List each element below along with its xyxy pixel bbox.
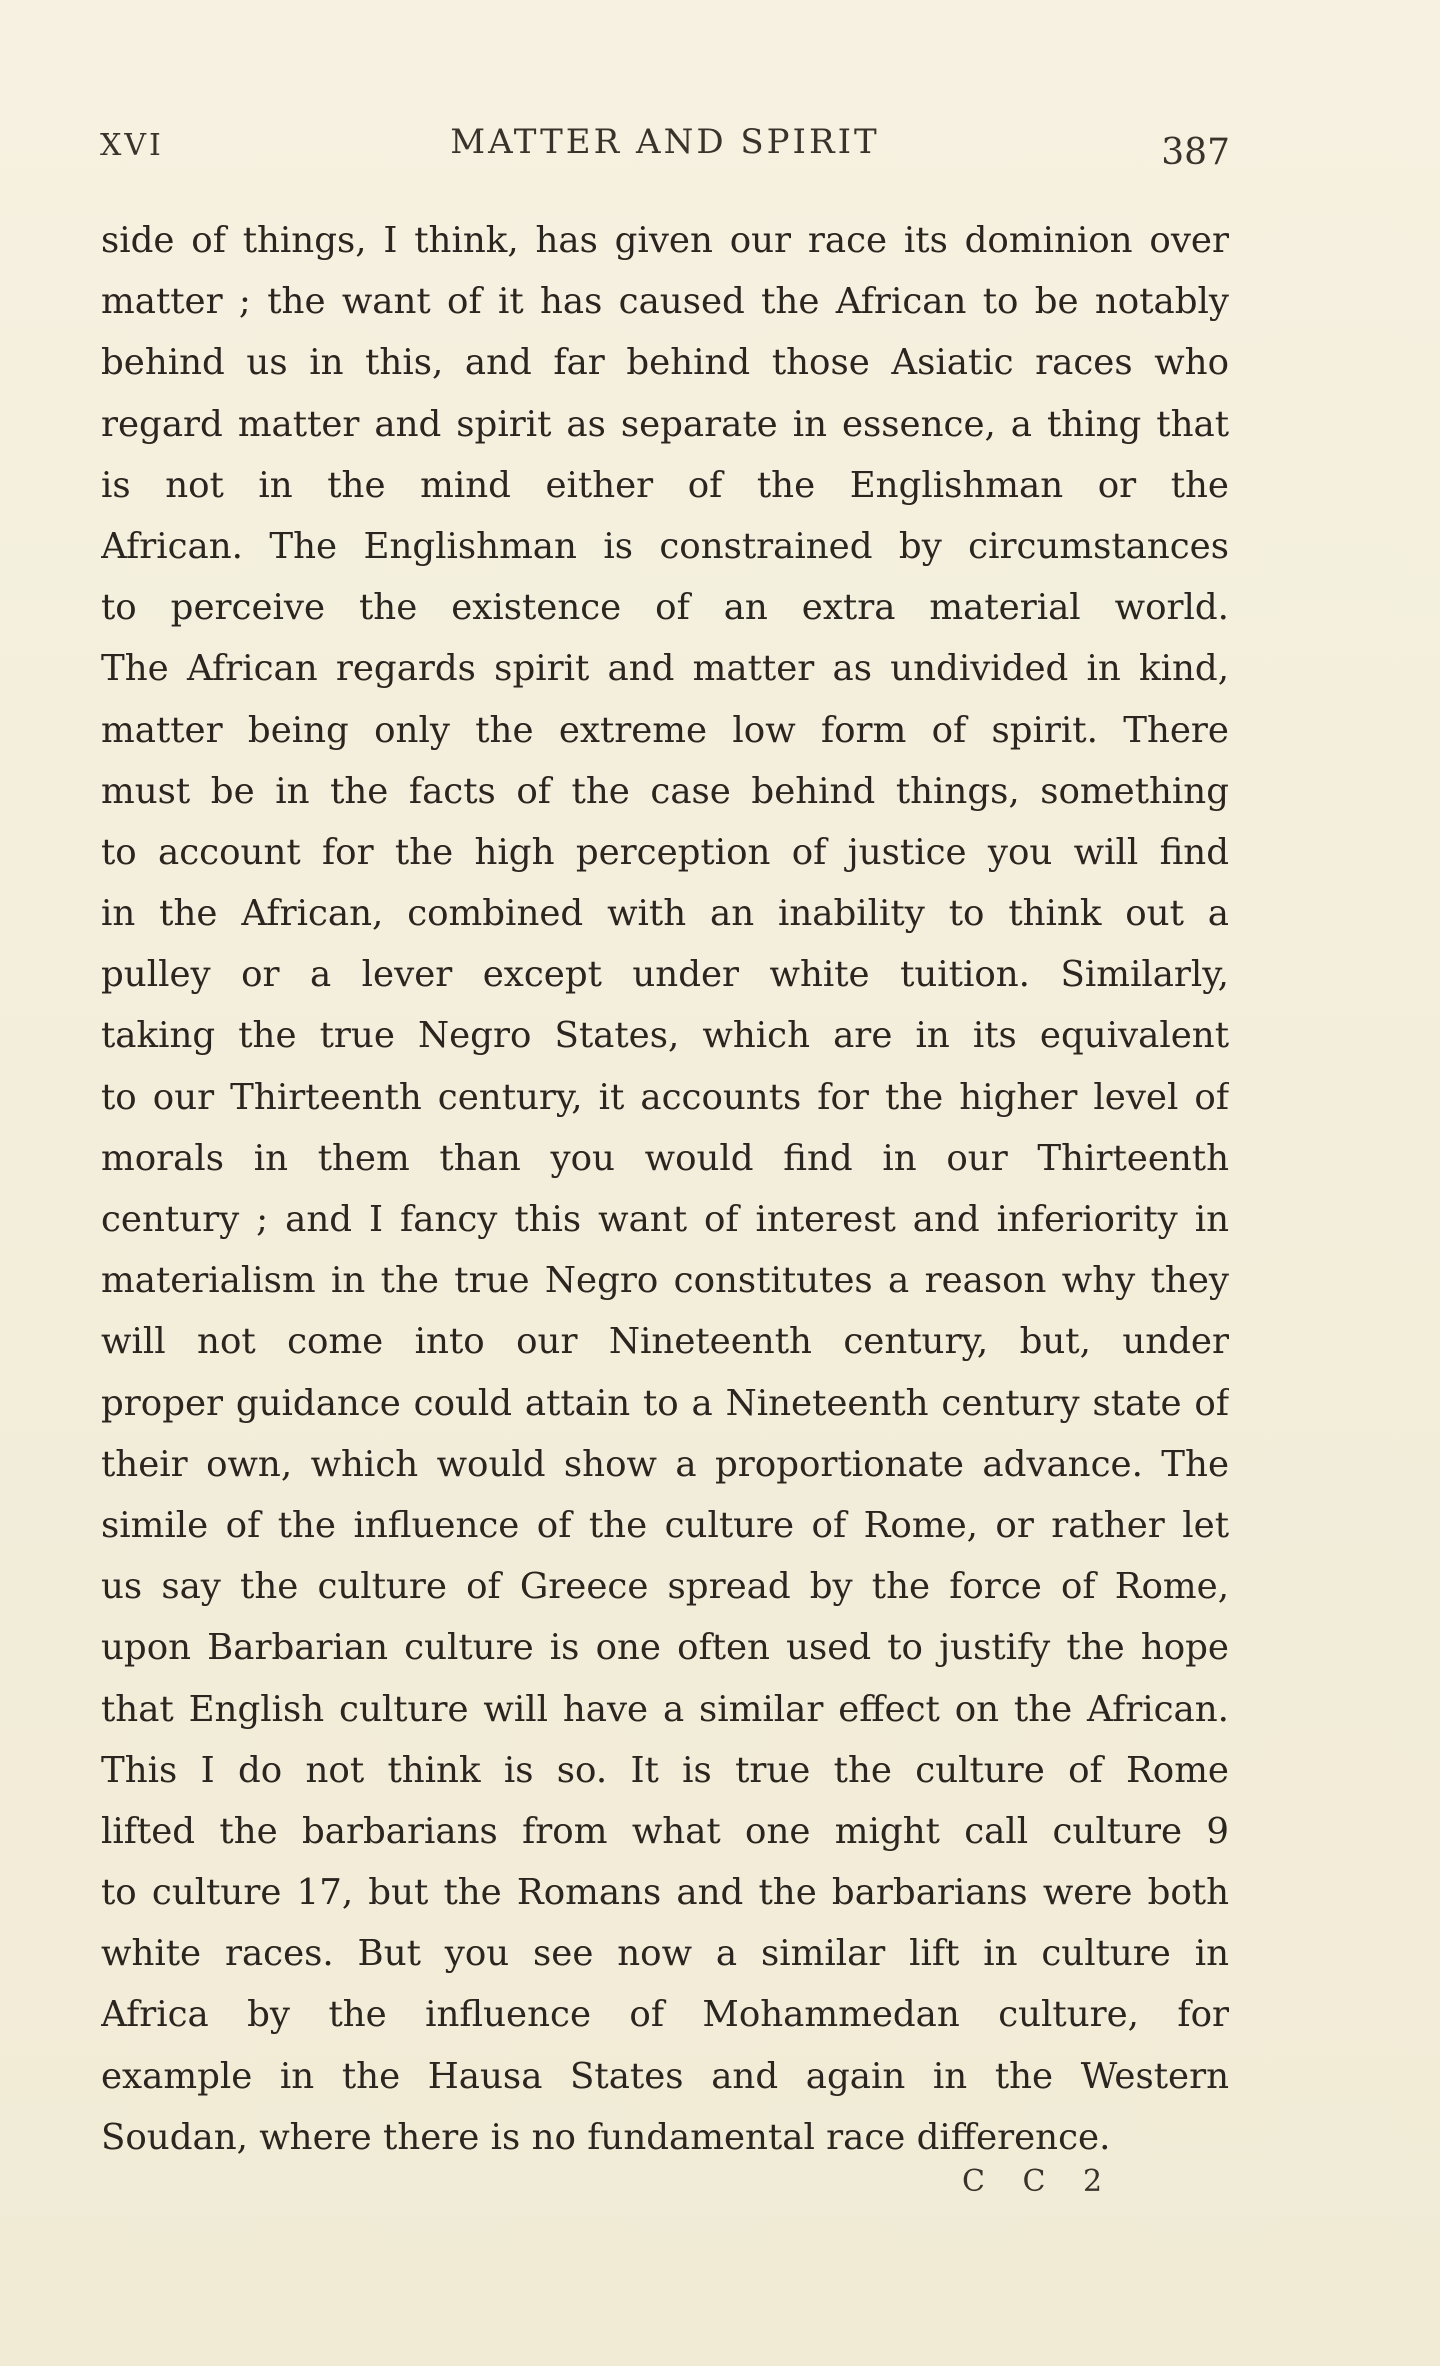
running-head xyxy=(100,122,1230,172)
text-line: lifted the barbarians from what one might call culture 9 xyxy=(101,1810,1229,1852)
text-line: Soudan, where there is no fundamental race difference. xyxy=(101,2116,1111,2158)
body-text xyxy=(101,210,1229,2168)
text-line: regard matter and spirit as separate in essence, a thing that xyxy=(101,403,1229,445)
text-line: morals in them than you would find in our Thirteenth xyxy=(101,1137,1229,1179)
text-line: to account for the high perception of justice you will find xyxy=(101,831,1229,873)
text-line: to perceive the existence of an extra material world. xyxy=(101,587,1229,629)
text-line: matter ; the want of it has caused the African to be notably xyxy=(101,281,1229,323)
signature-mark: C C 2 xyxy=(962,2164,1117,2199)
text-line: simile of the influence of the culture of Rome, or rather let xyxy=(101,1504,1229,1546)
chapter-numeral: XVI xyxy=(100,128,164,163)
text-line: taking the true Negro States, which are in its equivalent xyxy=(101,1015,1229,1057)
text-line: Africa by the influence of Mohammedan culture, for xyxy=(101,1994,1229,2036)
text-line: behind us in this, and far behind those Asiatic races who xyxy=(101,342,1229,384)
text-line: is not in the mind either of the Englishman or the xyxy=(101,464,1229,506)
text-line: materialism in the true Negro constitutes a reason why they xyxy=(101,1260,1229,1302)
text-line: must be in the facts of the case behind things, something xyxy=(101,770,1229,812)
text-line: This I do not think is so. It is true the culture of Rome xyxy=(101,1749,1229,1791)
text-line: pulley or a lever except under white tuition. Similarly, xyxy=(101,954,1229,996)
text-line: The African regards spirit and matter as undivided in kind, xyxy=(101,648,1229,690)
text-line: to culture 17, but the Romans and the barbarians were both xyxy=(101,1872,1229,1914)
text-line: century ; and I fancy this want of interest and inferiority in xyxy=(101,1199,1229,1240)
text-line: proper guidance could attain to a Nineteenth century state of xyxy=(101,1382,1229,1424)
text-line: African. The Englishman is constrained by circumstances xyxy=(101,525,1229,567)
running-title: MATTER AND SPIRIT xyxy=(450,122,880,162)
text-line: in the African, combined with an inability to think out a xyxy=(101,893,1229,935)
text-line: their own, which would show a proportionate advance. The xyxy=(101,1443,1229,1485)
text-line: side of things, I think, has given our race its dominion over xyxy=(101,220,1229,261)
text-line: upon Barbarian culture is one often used to justify the hope xyxy=(101,1627,1229,1669)
page-number: 387 xyxy=(1161,132,1230,173)
text-line: example in the Hausa States and again in the Western xyxy=(101,2055,1229,2097)
text-line: matter being only the extreme low form of spirit. There xyxy=(101,709,1229,751)
text-line: white races. But you see now a similar lift in culture in xyxy=(101,1933,1229,1975)
text-line: to our Thirteenth century, it accounts for the higher level of xyxy=(101,1076,1229,1118)
text-line: that English culture will have a similar effect on the African. xyxy=(101,1688,1229,1730)
text-line: will not come into our Nineteenth century, but, under xyxy=(101,1321,1229,1363)
text-line: us say the culture of Greece spread by the force of Rome, xyxy=(101,1566,1229,1608)
